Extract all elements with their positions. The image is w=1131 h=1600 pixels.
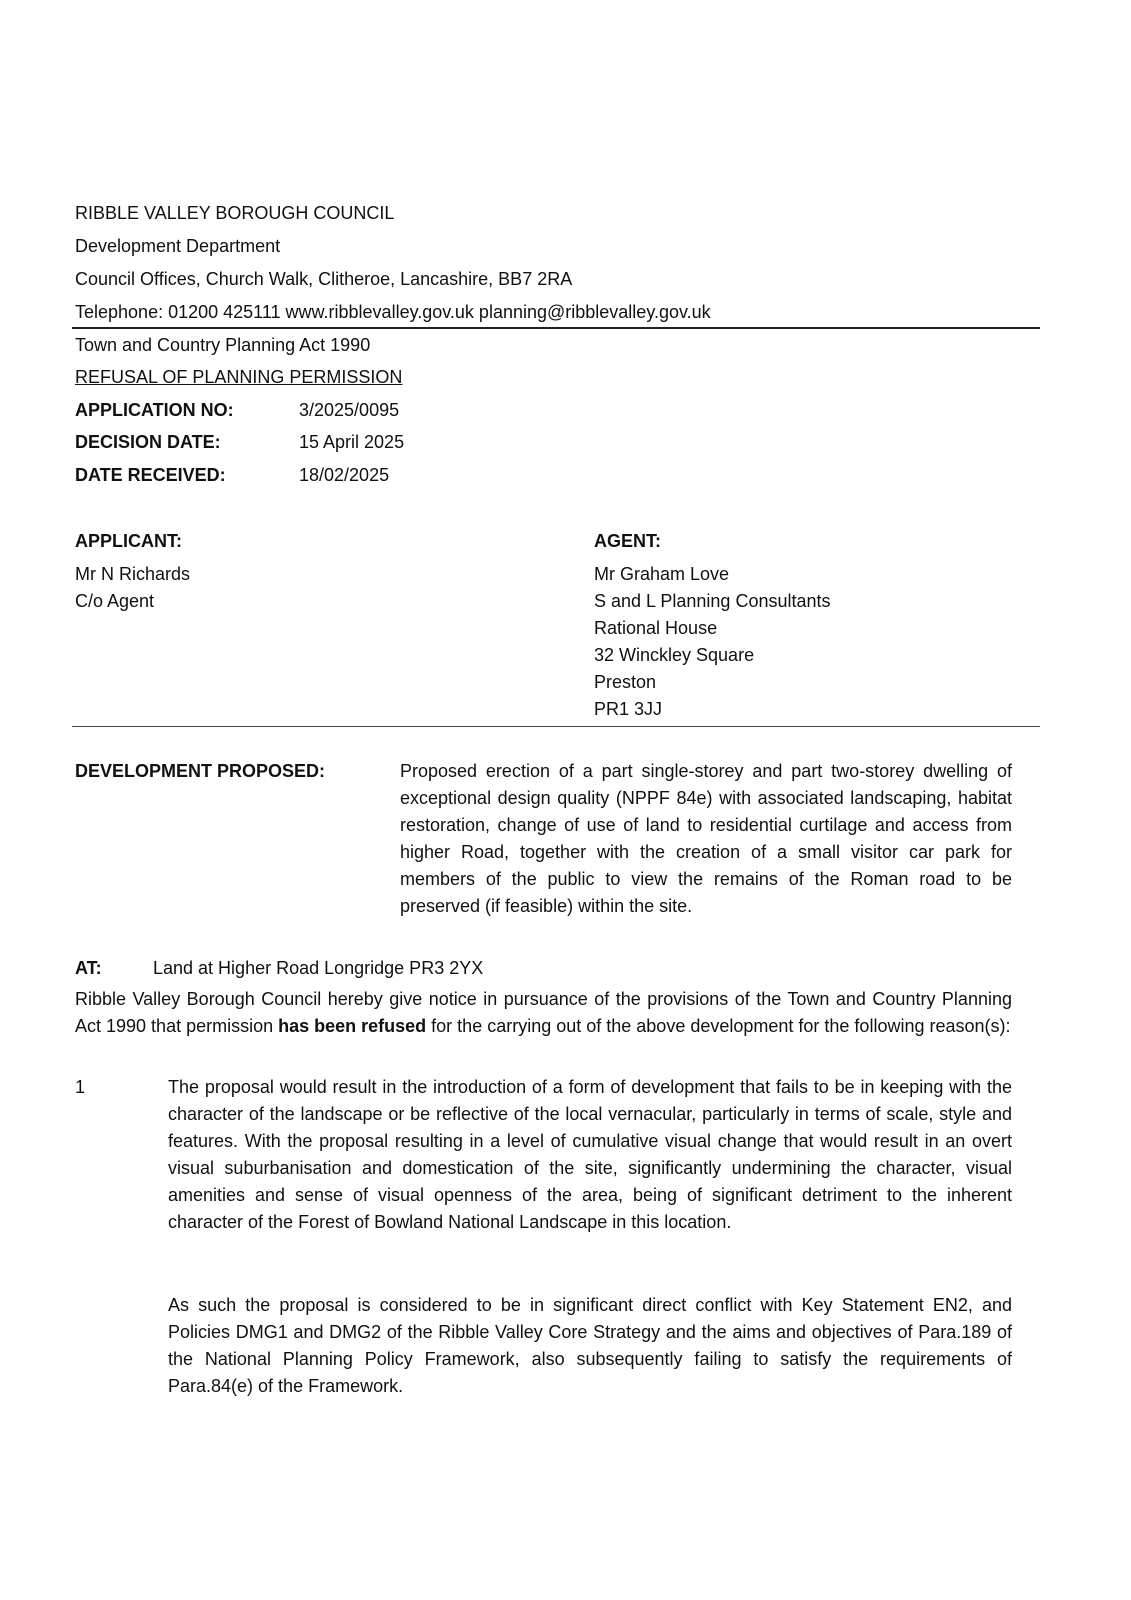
refusal-notice [75, 986, 1012, 1040]
detail-date-received [75, 459, 389, 492]
development-text: Proposed erection of a part single-storey and part two-storey dwelling of exceptional design quality (NPPF 84e) with associated landscaping, habitat restoration, change of use of land to residential curtilage and access from higher Road, together with the creation of a small visitor car park for members of the public to view the remains of the Roman road to be preserved (if feasible) within the site. [400, 761, 1012, 916]
applicant-line: C/o Agent [75, 591, 155, 611]
address: Council Offices, Church Walk, Clitheroe, Lancashire, BB7 2RA [75, 269, 573, 289]
applicant-block [75, 528, 190, 615]
contact-info: Telephone: 01200 425111 www.ribblevalley.gov.uk planning@ribblevalley.gov.uk [75, 302, 711, 322]
agent-block [594, 528, 831, 723]
at-label: AT: [75, 958, 102, 978]
detail-value: 15 April 2025 [299, 432, 405, 452]
act-title: Town and Country Planning Act 1990 [75, 335, 371, 355]
reason-paragraph: The proposal would result in the introduction of a form of development that fails to be in keeping with the character of the landscape or be reflective of the local vernacular, particularly in terms of scale, style and features. With the proposal resulting in a level of cumulative visual change that would result in an overt visual suburbanisation and domestication of the site, significantly undermining the character, visual amenities and sense of visual openness of the area, being of significant detriment to the inherent character of the Forest of Bowland National Landscape in this location. [168, 1077, 1012, 1232]
notice-title: REFUSAL OF PLANNING PERMISSION [75, 367, 403, 387]
notice-text: Ribble Valley Borough Council hereby give notice in pursuance of the provisions of the Town and Country Planning Act 1990 that permission [75, 989, 1012, 1036]
council-name: RIBBLE VALLEY BOROUGH COUNCIL [75, 203, 395, 223]
applicant-line: Mr N Richards [75, 564, 191, 584]
section-divider [72, 726, 1040, 727]
agent-line: Rational House [594, 618, 718, 638]
department: Development Department [75, 236, 281, 256]
agent-line: PR1 3JJ [594, 699, 663, 719]
detail-value: 18/02/2025 [299, 465, 390, 485]
detail-label: DECISION DATE: [75, 432, 221, 452]
notice-emphasis: has been refused [278, 1016, 427, 1036]
applicant-heading: APPLICANT: [75, 531, 182, 551]
agent-line: S and L Planning Consultants [594, 591, 831, 611]
agent-line: Preston [594, 672, 657, 692]
at-value: Land at Higher Road Longridge PR3 2YX [153, 958, 484, 978]
site-location [75, 955, 483, 982]
detail-label: APPLICATION NO: [75, 400, 234, 420]
notice-text: for the carrying out of the above development for the following reason(s): [426, 1016, 1011, 1036]
detail-value: 3/2025/0095 [299, 400, 400, 420]
development-label: DEVELOPMENT PROPOSED: [75, 761, 326, 781]
agent-heading: AGENT: [594, 531, 661, 551]
reason-number: 1 [75, 1077, 86, 1097]
reason-paragraph: As such the proposal is considered to be in significant direct conflict with Key Statement EN2, and Policies DMG1 and DMG2 of the Ribble Valley Core Strategy and the aims and objectives of Para.189 of the National Planning Policy Framework, also subsequently failing to satisfy the requirements of Para.84(e) of the Framework. [168, 1295, 1012, 1396]
agent-line: 32 Winckley Square [594, 645, 755, 665]
detail-application-no [75, 394, 399, 427]
agent-line: Mr Graham Love [594, 564, 730, 584]
detail-label: DATE RECEIVED: [75, 465, 226, 485]
detail-decision-date [75, 426, 404, 459]
